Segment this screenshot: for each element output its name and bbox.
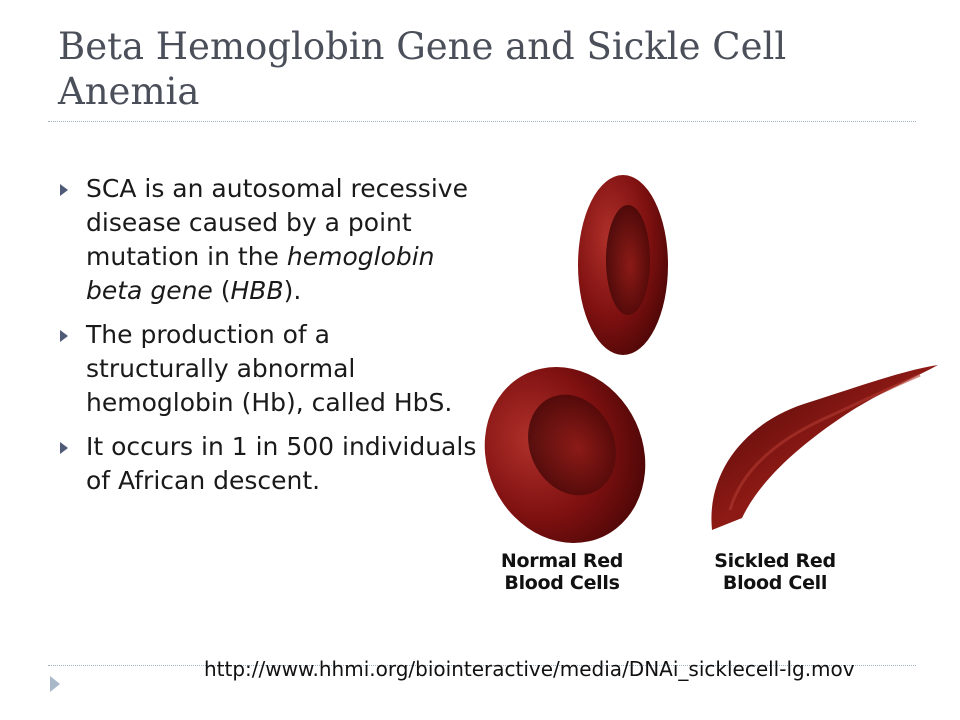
bullet-list bbox=[58, 172, 478, 508]
bullet-text: The production of a structurally abnormal hemoglobin (Hb), called HbS. bbox=[86, 320, 453, 417]
bullet-text: ( bbox=[212, 276, 231, 305]
triangle-right-icon bbox=[60, 184, 68, 196]
title-divider bbox=[48, 121, 916, 122]
sickle-cell bbox=[711, 365, 938, 530]
source-url[interactable]: http://www.hhmi.org/biointeractive/media/DNAi_sicklecell-lg.mov bbox=[204, 657, 855, 681]
normal-cells-caption bbox=[482, 550, 642, 594]
bullet-item bbox=[58, 318, 478, 420]
caption-line: Sickled Red bbox=[714, 550, 836, 572]
caption-line: Normal Red bbox=[500, 550, 624, 572]
bullet-text: ). bbox=[283, 276, 302, 305]
bullet-italic-gene: hemoglobin beta gene bbox=[86, 242, 435, 305]
bullet-item bbox=[58, 430, 478, 498]
triangle-right-icon bbox=[50, 676, 60, 692]
slide-title: Beta Hemoglobin Gene and Sickle Cell Anemia bbox=[58, 25, 787, 113]
triangle-right-icon bbox=[60, 442, 68, 454]
bullet-italic-hbb: HBB bbox=[230, 276, 284, 305]
triangle-right-icon bbox=[60, 330, 68, 342]
normal-cell-upright bbox=[578, 175, 668, 355]
bullet-item bbox=[58, 172, 478, 308]
blood-cells-illustration bbox=[480, 170, 940, 610]
bullet-text: It occurs in 1 in 500 individuals of African descent. bbox=[86, 432, 477, 495]
sickled-cell-caption bbox=[700, 550, 850, 594]
blood-cells-figure bbox=[480, 170, 940, 610]
bullet-text: SCA is an autosomal recessive disease caused by a point mutation in the bbox=[86, 174, 468, 271]
caption-line: Blood Cells bbox=[504, 572, 620, 594]
caption-line: Blood Cell bbox=[722, 572, 828, 594]
normal-cell-tilted bbox=[480, 340, 674, 569]
